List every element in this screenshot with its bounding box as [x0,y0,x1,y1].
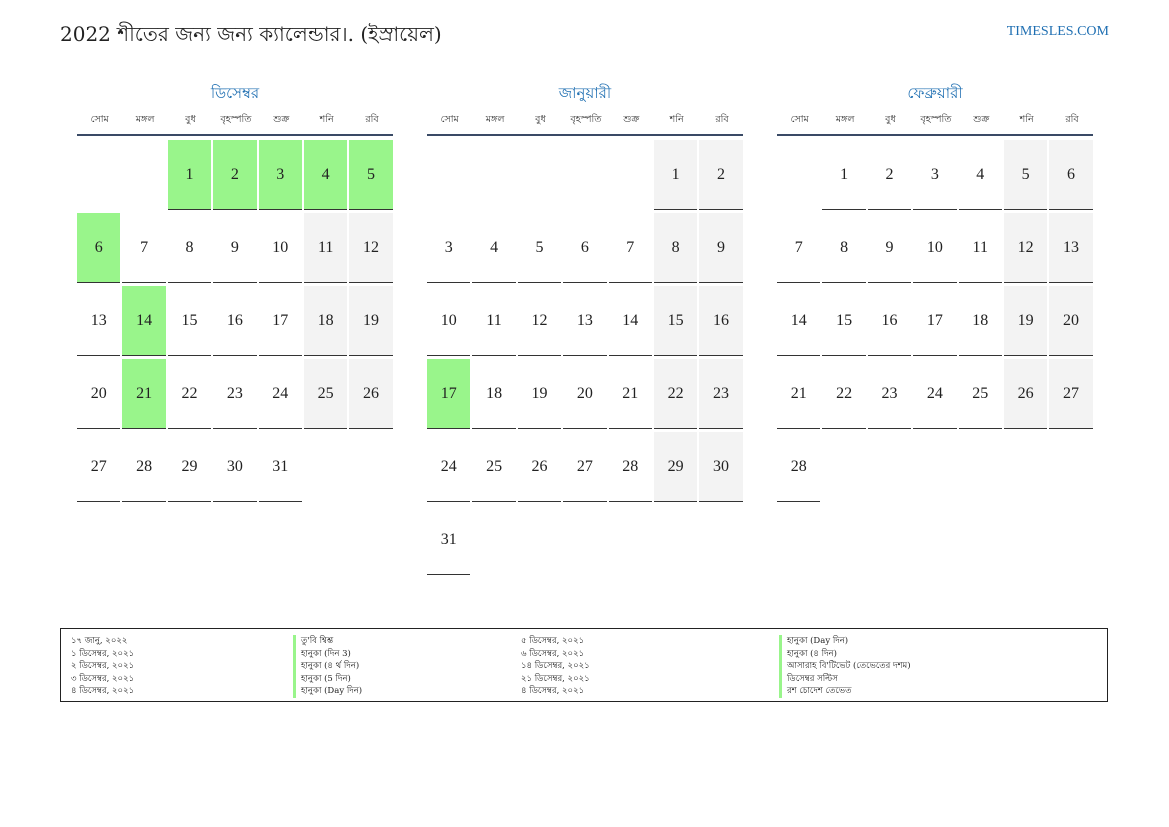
day-cell[interactable]: 2 [699,140,742,210]
holiday-day-cell[interactable]: 21 [122,359,165,429]
weekday-header [77,106,393,136]
legend-event: হানুকা (দিন 3) [293,648,362,661]
day-cell[interactable]: 1 [654,140,697,210]
day-cell[interactable]: 10 [427,286,470,356]
month-december [77,82,393,504]
weekday-label: রবি [1065,113,1079,125]
day-cell[interactable]: 19 [518,359,561,429]
weekday-label: রবি [715,113,729,125]
holiday-day-cell[interactable]: 4 [304,140,347,210]
day-cell[interactable]: 22 [168,359,211,429]
day-cell[interactable]: 27 [1049,359,1092,429]
legend-event: হানুকা (5 দিন) [293,673,362,686]
day-cell[interactable]: 4 [959,140,1002,210]
legend-event: হানুকা (৪ দিন) [779,648,911,661]
holiday-legend [60,628,1108,702]
weekday-label: সোম [790,113,809,125]
legend-date: ২১ ডিসেম্বর, ২০২১ [521,673,590,684]
day-cell[interactable]: 19 [349,286,392,356]
weekday-label: শুক্র [973,113,990,125]
empty-cell [777,140,820,209]
day-cell[interactable]: 8 [654,213,697,283]
empty-cell [122,140,165,209]
weekday-label: শনি [1019,113,1034,125]
site-link[interactable]: TIMESLES.COM [1006,24,1109,39]
day-cell[interactable]: 4 [472,213,515,283]
day-cell[interactable]: 21 [777,359,820,429]
day-cell[interactable]: 10 [913,213,956,283]
day-cell[interactable]: 26 [1004,359,1047,429]
day-cell[interactable]: 31 [259,432,302,502]
day-cell[interactable]: 16 [868,286,911,356]
day-cell[interactable]: 18 [472,359,515,429]
day-cell[interactable]: 17 [259,286,302,356]
legend-date: ৫ ডিসেম্বর, ২০২১ [521,636,585,646]
legend-dates-1 [71,635,134,698]
holiday-day-cell[interactable]: 5 [349,140,392,210]
day-cell[interactable]: 22 [822,359,865,429]
day-cell[interactable]: 28 [777,432,820,502]
empty-cell [77,140,120,209]
day-cell[interactable]: 29 [654,432,697,502]
weekday-header [777,106,1093,136]
day-cell[interactable]: 20 [77,359,120,429]
legend-event: রশ চোদেশ তেভেত [779,685,911,698]
day-cell[interactable]: 3 [913,140,956,210]
day-cell[interactable]: 29 [168,432,211,502]
day-cell[interactable]: 26 [349,359,392,429]
day-cell[interactable]: 11 [959,213,1002,283]
month-name: ডিসেম্বর [210,84,260,102]
day-cell[interactable]: 12 [1004,213,1047,283]
month-february [777,82,1093,504]
holiday-day-cell[interactable]: 1 [168,140,211,210]
weekday-label: বুধ [885,113,896,125]
page-title: 2022 শীতের জন্য জন্য ক্যালেন্ডার।. (ইস্রায়েল) [60,22,442,46]
holiday-day-cell[interactable]: 14 [122,286,165,356]
day-cell[interactable]: 24 [427,432,470,502]
legend-event: হানুকা (৪ র্থ দিন) [293,660,362,673]
day-cell[interactable]: 23 [868,359,911,429]
weekday-label: মঙ্গল [835,113,855,125]
day-cell[interactable]: 23 [213,359,256,429]
legend-events-1 [293,635,362,698]
day-cell[interactable]: 5 [518,213,561,283]
holiday-day-cell[interactable]: 6 [77,213,120,283]
legend-date: ১৭ জানু, ২০২২ [71,636,128,646]
day-cell[interactable]: 21 [609,359,652,429]
days-grid [427,139,743,577]
day-cell[interactable]: 8 [168,213,211,283]
day-cell[interactable]: 24 [259,359,302,429]
empty-cell [472,140,515,209]
weekday-label: সোম [440,113,459,125]
day-cell[interactable]: 2 [868,140,911,210]
day-cell[interactable]: 25 [472,432,515,502]
month-january [427,82,743,577]
legend-date: ৬ ডিসেম্বর, ২০২১ [521,648,585,659]
day-cell[interactable]: 7 [609,213,652,283]
month-name: জানুয়ারী [558,84,612,102]
holiday-day-cell[interactable]: 17 [427,359,470,429]
legend-event: তু'বি শ্বিশ্ত [293,635,362,648]
legend-date: ৪ ডিসেম্বর, ২০২১ [521,686,585,697]
day-cell[interactable]: 9 [868,213,911,283]
day-cell[interactable]: 11 [472,286,515,356]
weekday-label: বুধ [535,113,546,125]
day-cell[interactable]: 7 [122,213,165,283]
day-cell[interactable]: 13 [563,286,606,356]
day-cell[interactable]: 12 [349,213,392,283]
day-cell[interactable]: 28 [122,432,165,502]
day-cell[interactable]: 19 [1004,286,1047,356]
day-cell[interactable]: 25 [304,359,347,429]
holiday-day-cell[interactable]: 2 [213,140,256,210]
day-cell[interactable]: 11 [304,213,347,283]
empty-cell [518,140,561,209]
day-cell[interactable]: 16 [213,286,256,356]
day-cell[interactable]: 6 [1049,140,1092,210]
legend-date: ৪ ডিসেম্বর, ২০২১ [71,686,135,697]
empty-cell [609,140,652,209]
day-cell[interactable]: 16 [699,286,742,356]
day-cell[interactable]: 14 [609,286,652,356]
day-cell[interactable]: 28 [609,432,652,502]
day-cell[interactable]: 20 [563,359,606,429]
month-name: ফেব্রুয়ারী [907,84,963,102]
day-cell[interactable]: 3 [427,213,470,283]
days-grid [777,139,1093,504]
day-cell[interactable]: 1 [822,140,865,210]
day-cell[interactable]: 13 [1049,213,1092,283]
weekday-label: বৃহস্পতি [220,113,252,125]
day-cell[interactable]: 20 [1049,286,1092,356]
weekday-label: মঙ্গল [135,113,155,125]
weekday-header [427,106,743,136]
day-cell[interactable]: 27 [77,432,120,502]
day-cell[interactable]: 18 [304,286,347,356]
day-cell[interactable]: 30 [213,432,256,502]
legend-event: হানুকা (Day দিন) [779,635,911,648]
day-cell[interactable]: 7 [777,213,820,283]
weekday-label: সোম [90,113,109,125]
day-cell[interactable]: 5 [1004,140,1047,210]
legend-date: ২ ডিসেম্বর, ২০২১ [71,661,135,672]
day-cell[interactable]: 22 [654,359,697,429]
day-cell[interactable]: 8 [822,213,865,283]
legend-events-2 [779,635,911,698]
day-cell[interactable]: 9 [213,213,256,283]
day-cell[interactable]: 15 [168,286,211,356]
weekday-label: বুধ [185,113,196,125]
day-cell[interactable]: 30 [699,432,742,502]
weekday-label: মঙ্গল [485,113,505,125]
day-cell[interactable]: 23 [699,359,742,429]
day-cell[interactable]: 31 [427,505,470,575]
legend-date: ১ ডিসেম্বর, ২০২১ [71,648,135,659]
day-cell[interactable]: 26 [518,432,561,502]
weekday-label: শুক্র [623,113,640,125]
day-cell[interactable]: 25 [959,359,1002,429]
legend-event: আসারাহ বি'টিভেট (তেভেতের দশম) [779,660,911,673]
empty-cell [563,140,606,209]
day-cell[interactable]: 24 [913,359,956,429]
weekday-label: বৃহস্পতি [570,113,602,125]
legend-date: ১৪ ডিসেম্বর, ২০২১ [521,661,590,672]
day-cell[interactable]: 17 [913,286,956,356]
holiday-day-cell[interactable]: 3 [259,140,302,210]
day-cell[interactable]: 12 [518,286,561,356]
weekday-label: শনি [669,113,684,125]
day-cell[interactable]: 15 [822,286,865,356]
day-cell[interactable]: 15 [654,286,697,356]
day-cell[interactable]: 18 [959,286,1002,356]
day-cell[interactable]: 14 [777,286,820,356]
day-cell[interactable]: 13 [77,286,120,356]
legend-event: ডিসেম্বর সল্টিস [779,673,911,686]
empty-cell [427,140,470,209]
day-cell[interactable]: 9 [699,213,742,283]
weekday-label: বৃহস্পতি [920,113,952,125]
weekday-label: শুক্র [273,113,290,125]
day-cell[interactable]: 6 [563,213,606,283]
legend-dates-2 [521,635,590,698]
legend-date: ৩ ডিসেম্বর, ২০২১ [71,673,135,684]
legend-event: হানুকা (Day দিন) [293,685,362,698]
weekday-label: রবি [365,113,379,125]
day-cell[interactable]: 10 [259,213,302,283]
day-cell[interactable]: 27 [563,432,606,502]
days-grid [77,139,393,504]
weekday-label: শনি [319,113,334,125]
